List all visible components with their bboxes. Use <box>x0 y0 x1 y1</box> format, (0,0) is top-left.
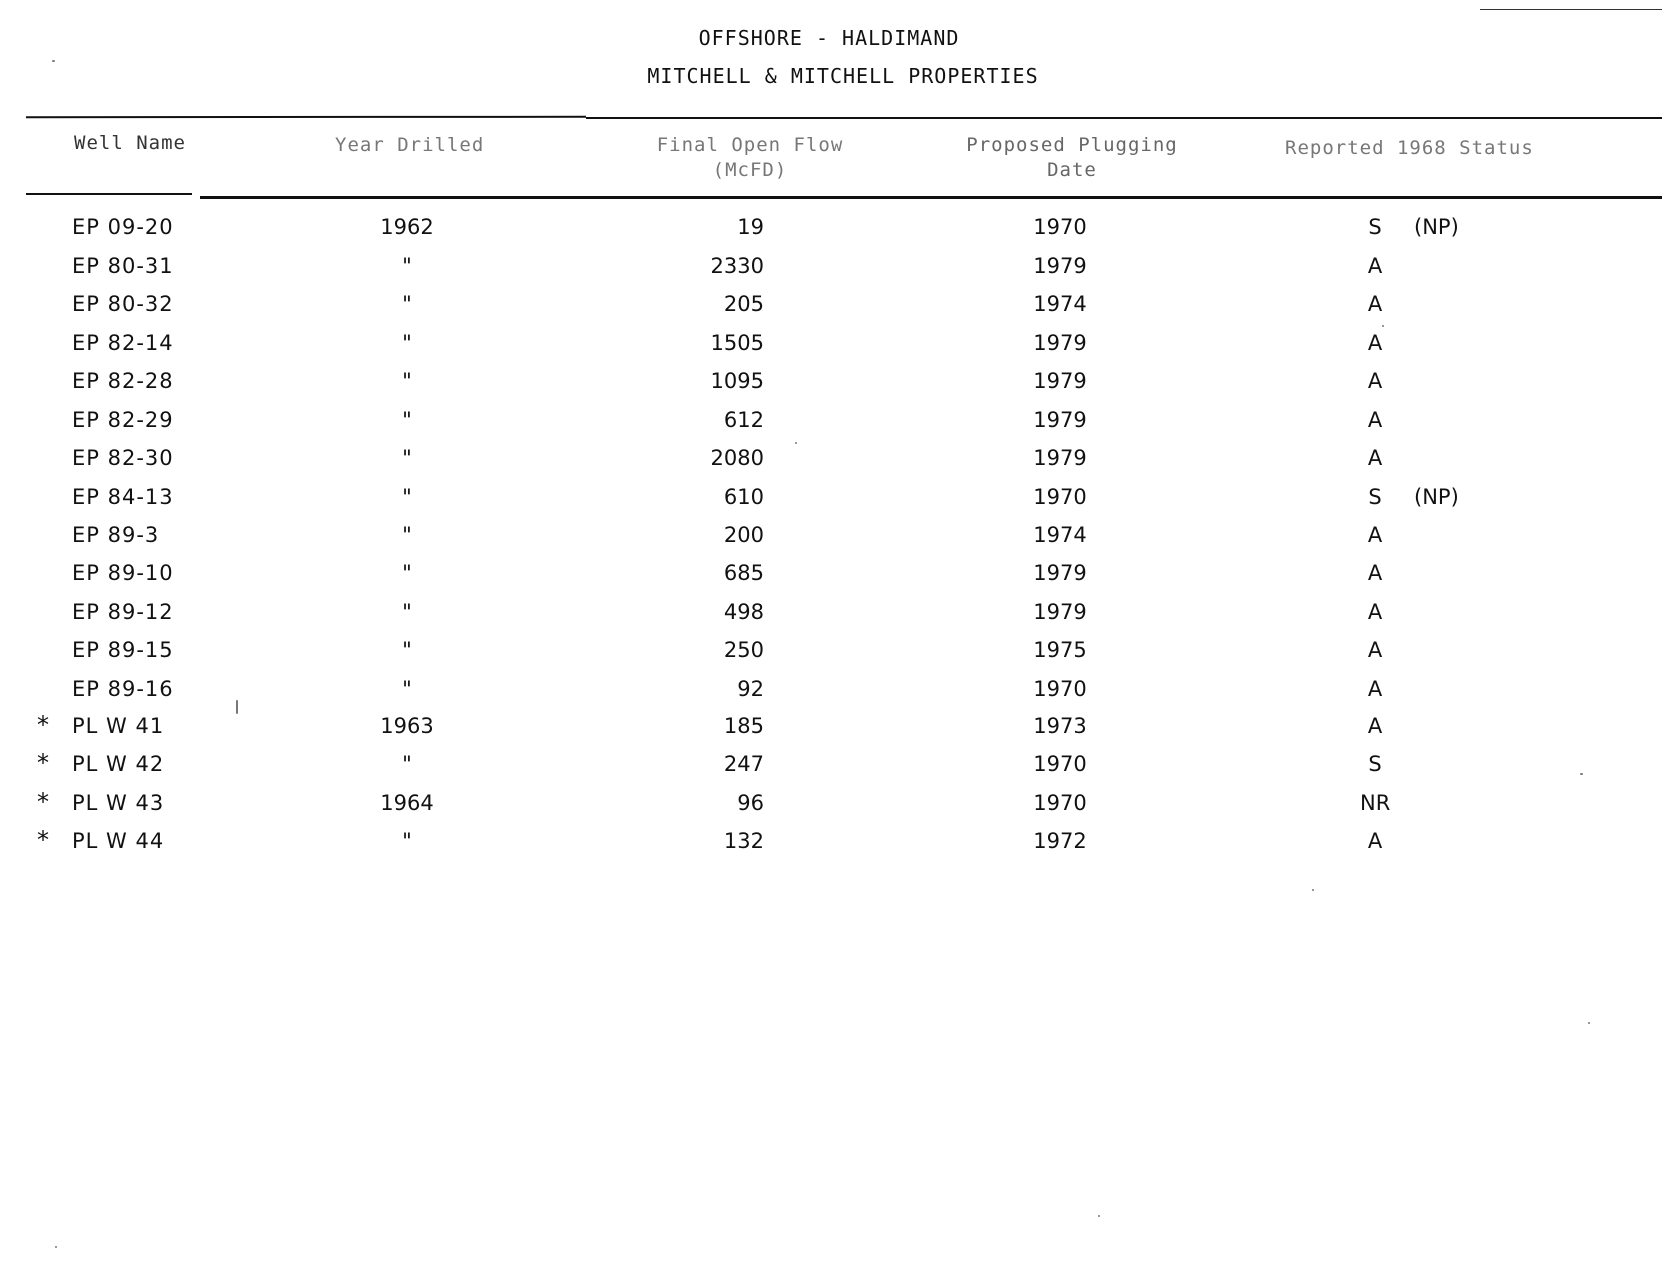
year-drilled-cell: " <box>402 638 412 662</box>
status-cell: A <box>1367 254 1383 278</box>
header-reported-status: Reported 1968 Status <box>1285 137 1534 159</box>
well-name-cell: PL W 43 <box>72 791 165 815</box>
header-final-open-flow <box>645 133 855 183</box>
plugging-date-cell: 1979 <box>1033 369 1087 393</box>
year-drilled-cell: 1963 <box>380 714 434 738</box>
corner-rule <box>1480 9 1662 10</box>
well-name-cell: EP 80-31 <box>72 254 174 278</box>
year-drilled-cell: " <box>402 677 412 701</box>
scan-speck <box>55 1246 57 1248</box>
scan-speck <box>52 60 55 62</box>
well-name-cell: EP 82-14 <box>72 331 174 355</box>
open-flow-cell: 250 <box>723 638 764 662</box>
table-row <box>0 485 1662 521</box>
status-cell: A <box>1367 523 1383 547</box>
header-proposed-plugging-line1: Proposed Plugging <box>966 134 1178 156</box>
row-marker: * <box>37 749 49 777</box>
row-marker: * <box>37 788 49 816</box>
table-row <box>0 254 1662 290</box>
year-drilled-cell: " <box>402 331 412 355</box>
table-row <box>0 826 1662 865</box>
header-year-drilled: Year Drilled <box>335 134 485 156</box>
well-name-cell: EP 82-30 <box>72 446 174 470</box>
year-drilled-cell: " <box>402 292 412 316</box>
table-row <box>0 408 1662 444</box>
plugging-date-cell: 1974 <box>1033 292 1087 316</box>
plugging-date-cell: 1979 <box>1033 446 1087 470</box>
status-cell: A <box>1367 677 1383 701</box>
table-row <box>0 215 1662 251</box>
year-drilled-cell: " <box>402 408 412 432</box>
status-cell: A <box>1367 408 1383 432</box>
well-name-cell: EP 82-29 <box>72 408 174 432</box>
plugging-date-cell: 1970 <box>1033 752 1087 776</box>
table-row <box>0 561 1662 597</box>
row-marker: * <box>37 711 49 739</box>
well-name-cell: PL W 42 <box>72 752 165 776</box>
table-row <box>0 711 1662 750</box>
open-flow-cell: 132 <box>723 829 764 853</box>
open-flow-cell: 19 <box>737 215 764 239</box>
scan-speck <box>1098 1215 1100 1217</box>
plugging-date-cell: 1970 <box>1033 791 1087 815</box>
scan-speck <box>1580 773 1583 775</box>
table-row <box>0 523 1662 559</box>
plugging-date-cell: 1972 <box>1033 829 1087 853</box>
scan-speck <box>1312 889 1314 891</box>
header-proposed-plugging-line2: Date <box>1047 159 1097 181</box>
plugging-date-cell: 1975 <box>1033 638 1087 662</box>
well-name-cell: PL W 44 <box>72 829 165 853</box>
table-row <box>0 677 1662 713</box>
header-proposed-plugging-date <box>962 133 1182 183</box>
open-flow-cell: 247 <box>723 752 764 776</box>
table-row <box>0 331 1662 367</box>
status-cell: A <box>1367 829 1383 853</box>
status-cell: A <box>1367 369 1383 393</box>
scan-speck <box>1382 325 1384 327</box>
year-drilled-cell: " <box>402 600 412 624</box>
status-cell: A <box>1367 714 1383 738</box>
open-flow-cell: 498 <box>723 600 764 624</box>
well-name-cell: PL W 41 <box>72 714 165 738</box>
table-row <box>0 749 1662 788</box>
header-bottom-rule-right <box>200 196 1662 199</box>
status-note-cell: (NP) <box>1414 215 1459 239</box>
row-marker: * <box>37 826 49 854</box>
well-name-cell: EP 89-15 <box>72 638 174 662</box>
table-row <box>0 292 1662 328</box>
open-flow-cell: 96 <box>737 791 764 815</box>
year-drilled-cell: 1962 <box>380 215 434 239</box>
status-note-cell: (NP) <box>1414 485 1459 509</box>
year-drilled-cell: " <box>402 752 412 776</box>
plugging-date-cell: 1979 <box>1033 561 1087 585</box>
open-flow-cell: 92 <box>737 677 764 701</box>
well-name-cell: EP 09-20 <box>72 215 174 239</box>
status-cell: S <box>1368 215 1382 239</box>
open-flow-cell: 2080 <box>710 446 764 470</box>
plugging-date-cell: 1979 <box>1033 331 1087 355</box>
open-flow-cell: 685 <box>723 561 764 585</box>
table-row <box>0 788 1662 827</box>
plugging-date-cell: 1979 <box>1033 600 1087 624</box>
open-flow-cell: 610 <box>723 485 764 509</box>
well-name-cell: EP 89-3 <box>72 523 160 547</box>
header-final-open-flow-line1: Final Open Flow <box>656 134 844 156</box>
well-name-cell: EP 89-10 <box>72 561 174 585</box>
status-cell: A <box>1367 446 1383 470</box>
status-cell: A <box>1367 331 1383 355</box>
open-flow-cell: 200 <box>723 523 764 547</box>
year-drilled-cell: " <box>402 254 412 278</box>
open-flow-cell: 205 <box>723 292 764 316</box>
status-cell: A <box>1367 600 1383 624</box>
plugging-date-cell: 1979 <box>1033 408 1087 432</box>
well-name-cell: EP 89-16 <box>72 677 174 701</box>
scan-speck <box>236 700 238 714</box>
open-flow-cell: 2330 <box>710 254 764 278</box>
document-subtitle: MITCHELL & MITCHELL PROPERTIES <box>647 64 1039 88</box>
document-title: OFFSHORE - HALDIMAND <box>698 26 960 50</box>
status-cell: S <box>1368 752 1382 776</box>
plugging-date-cell: 1974 <box>1033 523 1087 547</box>
status-cell: A <box>1367 638 1383 662</box>
plugging-date-cell: 1979 <box>1033 254 1087 278</box>
status-cell: S <box>1368 485 1382 509</box>
header-final-open-flow-line2: (McFD) <box>712 159 788 181</box>
plugging-date-cell: 1970 <box>1033 215 1087 239</box>
plugging-date-cell: 1973 <box>1033 714 1087 738</box>
table-top-rule-right <box>586 117 1662 119</box>
year-drilled-cell: 1964 <box>380 791 434 815</box>
table-row <box>0 638 1662 674</box>
year-drilled-cell: " <box>402 829 412 853</box>
open-flow-cell: 185 <box>723 714 764 738</box>
status-cell: A <box>1367 561 1383 585</box>
open-flow-cell: 1505 <box>710 331 764 355</box>
status-cell: A <box>1367 292 1383 316</box>
plugging-date-cell: 1970 <box>1033 677 1087 701</box>
table-row <box>0 446 1662 482</box>
year-drilled-cell: " <box>402 369 412 393</box>
table-row <box>0 369 1662 405</box>
open-flow-cell: 612 <box>723 408 764 432</box>
table-row <box>0 600 1662 636</box>
table-top-rule-left <box>26 116 586 118</box>
open-flow-cell: 1095 <box>710 369 764 393</box>
well-name-cell: EP 84-13 <box>72 485 174 509</box>
scan-speck <box>1588 1022 1590 1024</box>
header-bottom-rule-left <box>26 193 192 195</box>
year-drilled-cell: " <box>402 446 412 470</box>
well-name-cell: EP 89-12 <box>72 600 174 624</box>
year-drilled-cell: " <box>402 561 412 585</box>
header-well-name: Well Name <box>74 132 186 154</box>
status-cell: NR <box>1360 791 1391 815</box>
year-drilled-cell: " <box>402 485 412 509</box>
plugging-date-cell: 1970 <box>1033 485 1087 509</box>
well-name-cell: EP 82-28 <box>72 369 174 393</box>
well-name-cell: EP 80-32 <box>72 292 174 316</box>
scan-speck <box>795 442 797 444</box>
year-drilled-cell: " <box>402 523 412 547</box>
